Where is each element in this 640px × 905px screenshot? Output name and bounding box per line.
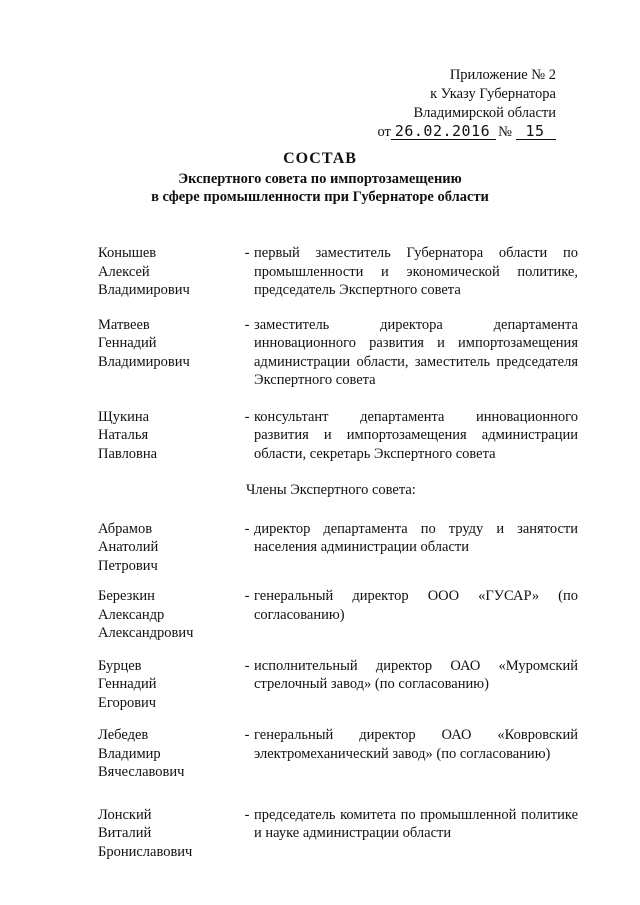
member-entry [98,587,578,643]
patronymic: Александрович [98,625,194,641]
dash: - [244,588,250,604]
first-name: Анатолий [98,539,159,555]
person-name [98,408,240,464]
member-entry [98,520,578,576]
first-name: Владимир [98,745,161,762]
member-entry [98,657,578,713]
decree-number: 15 [516,123,556,140]
dash: - [244,520,250,537]
members-heading: Члены Экспертного совета: [246,482,416,498]
role-description: председатель комитета по промышленной политике и науке администрации области [254,806,578,841]
patronymic: Владимирович [98,282,190,298]
surname: Матвеев [98,316,150,333]
role-description: первый заместитель Губернатора области по промышленности и экономической политике, председатель Экспертного совета [254,245,578,298]
title-line-3: в сфере промышленности при Губернаторе области [151,189,489,205]
patronymic: Владимирович [98,353,190,370]
person-name [98,316,240,390]
patronymic: Брониславович [98,843,193,860]
first-name: Геннадий [98,335,157,351]
dash: - [244,408,250,425]
member-entry [98,806,578,862]
patronymic: Петрович [98,557,158,574]
first-name: Александр [98,606,165,623]
patronymic: Егорович [98,694,157,711]
role-description: генеральный директор ООО «ГУСАР» (по согласованию) [254,588,578,623]
person-name [98,520,240,576]
patronymic: Вячеславович [98,764,185,780]
annex-decree-ref: к Указу Губернатора [430,86,556,102]
annex-header [377,66,556,142]
dash: - [244,657,250,674]
leader-entry [98,316,578,390]
number-prefix: № [498,124,512,140]
annex-date-line [377,123,556,142]
dash: - [244,316,250,333]
member-entry [98,726,578,782]
annex-region: Владимирской области [413,105,556,121]
role-description: консультант департамента инновационного развития и импортозамещения администрации области, секретарь Экспертного совета [254,408,578,462]
date-prefix: от [377,124,391,140]
person-name [98,244,240,300]
leader-entry [98,244,578,300]
surname: Бурцев [98,657,142,674]
role-description: генеральный директор ОАО «Ковровский электромеханический завод» (по согласованию) [254,727,578,762]
title-main: СОСТАВ [283,150,357,167]
first-name: Алексей [98,263,150,280]
document-title [0,148,640,206]
person-name [98,806,240,862]
role-description: директор департамента по труду и занятости населения администрации области [254,520,578,555]
title-line-2: Экспертного совета по импортозамещению [178,171,462,187]
surname: Лебедев [98,727,149,743]
dash: - [244,727,250,743]
surname: Лонский [98,806,152,823]
leader-entry [98,408,578,464]
person-name [98,657,240,713]
surname: Конышев [98,245,157,261]
surname: Абрамов [98,520,153,537]
decree-date: 26.02.2016 [391,123,496,140]
role-description: исполнительный директор ОАО «Муромский стрелочный завод» (по согласованию) [254,657,578,692]
dash: - [244,245,250,261]
first-name: Геннадий [98,676,157,692]
annex-number: Приложение № 2 [449,67,556,83]
council-composition [98,244,578,875]
dash: - [244,806,250,823]
role-description: заместитель директора департамента инновационного развития и импортозамещения администрации области, заместитель председателя Экспертного совета [254,316,578,388]
surname: Щукина [98,408,150,425]
patronymic: Павловна [98,445,158,462]
first-name: Наталья [98,427,149,443]
surname: Березкин [98,588,155,604]
person-name [98,726,240,782]
first-name: Виталий [98,825,152,841]
person-name [98,587,240,643]
